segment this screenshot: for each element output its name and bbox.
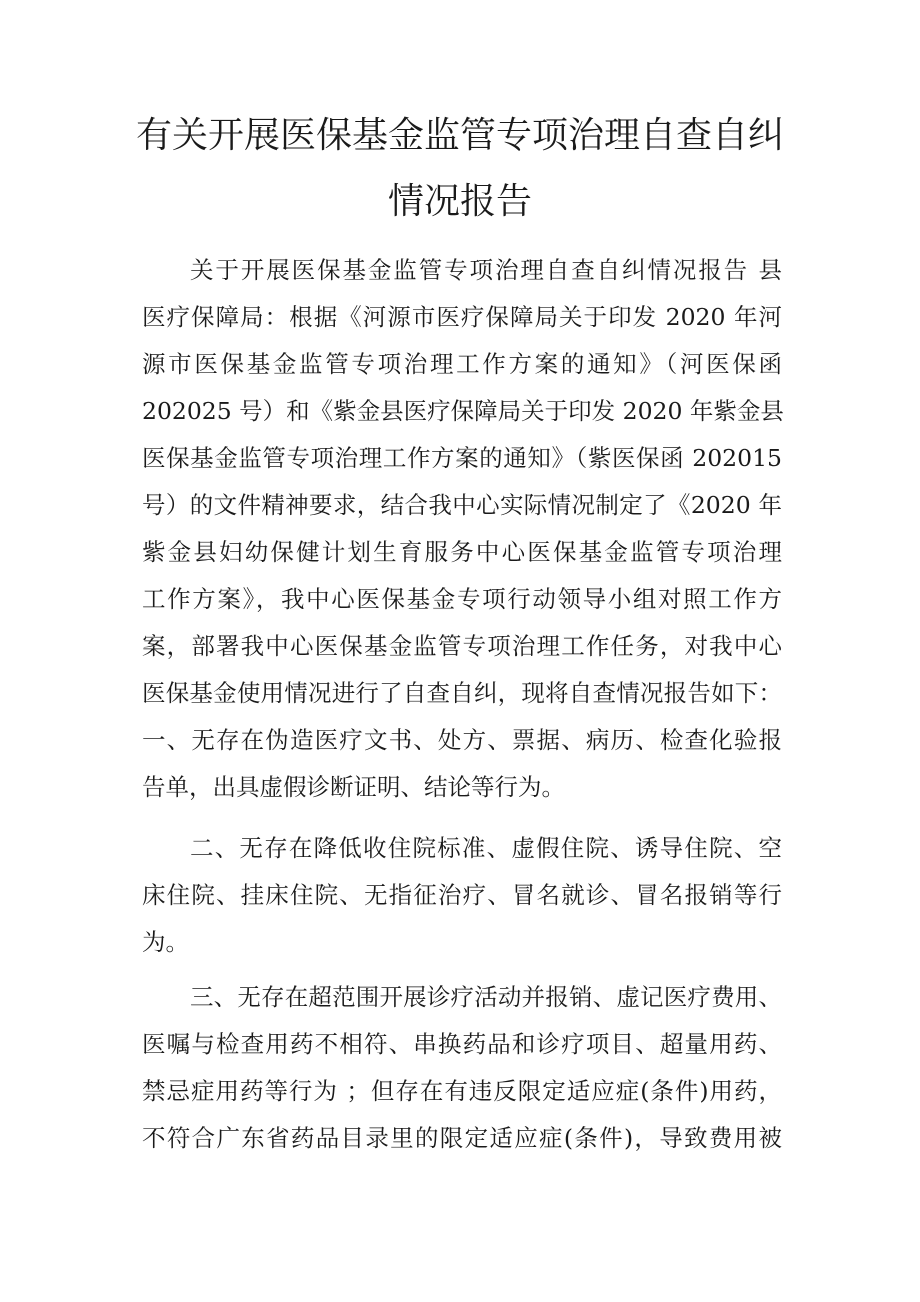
paragraph-1-line-1: 关于开展医保基金监管专项治理自查自纠情况报告 县 [190, 256, 782, 284]
paragraph-1-line-12: 告单，出具虚假诊断证明、结论等行为。 [142, 773, 565, 801]
paragraph-2-line-2: 床住院、挂床住院、无指征治疗、冒名就诊、冒名报销等行 [142, 881, 782, 909]
paragraph-1-line-4: 202025 号）和《紫金县医疗保障局关于印发 2020 年紫金县 [142, 397, 784, 425]
paragraph-1-line-2: 医疗保障局：根据《河源市医疗保障局关于印发 2020 年河 [142, 303, 782, 331]
paragraph-2-line-1: 二、无存在降低收住院标准、虚假住院、诱导住院、空 [190, 834, 782, 862]
paragraph-1-line-5: 医保基金监管专项治理工作方案的通知》（紫医保函 202015 [142, 444, 782, 472]
paragraph-1-line-11: 一、无存在伪造医疗文书、处方、票据、病历、检查化验报 [142, 726, 782, 754]
paragraph-2-line-3: 为。 [142, 928, 189, 956]
paragraph-1-line-6: 号）的文件精神要求，结合我中心实际情况制定了《2020 年 [142, 491, 782, 519]
document-title-line-2: 情况报告 [387, 181, 532, 222]
paragraph-1-line-10: 医保基金使用情况进行了自查自纠，现将自查情况报告如下： [142, 679, 782, 707]
paragraph-3-line-1: 三、无存在超范围开展诊疗活动并报销、虚记医疗费用、 [190, 983, 782, 1011]
paragraph-1-line-9: 案，部署我中心医保基金监管专项治理工作任务，对我中心 [142, 632, 782, 660]
paragraph-3-line-3: 禁忌症用药等行为 ；但存在有违反限定适应症(条件)用药， [142, 1077, 782, 1105]
paragraph-3-line-4: 不符合广东省药品目录里的限定适应症(条件)，导致费用被 [142, 1124, 782, 1152]
document-title-line-1: 有关开展医保基金监管专项治理自查自纠 [135, 115, 784, 156]
paragraph-1-line-3: 源市医保基金监管专项治理工作方案的通知》（河医保函 [142, 350, 782, 378]
paragraph-1-line-7: 紫金县妇幼保健计划生育服务中心医保基金监管专项治理 [142, 538, 782, 566]
paragraph-1-line-8: 工作方案》，我中心医保基金专项行动领导小组对照工作方 [142, 585, 782, 613]
paragraph-3-line-2: 医嘱与检查用药不相符、串换药品和诊疗项目、超量用药、 [142, 1030, 782, 1058]
